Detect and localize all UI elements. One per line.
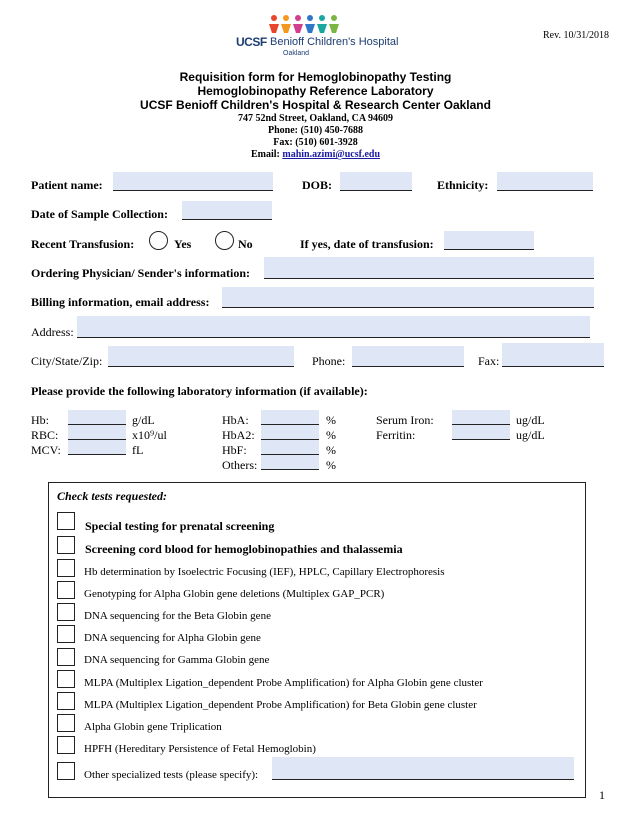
transfusion-no-radio[interactable] bbox=[215, 231, 234, 250]
lab-fax: Fax: (510) 601-3928 bbox=[273, 137, 358, 148]
hba-unit: % bbox=[326, 413, 336, 427]
hospital-logo bbox=[236, 14, 416, 60]
mcv-field[interactable] bbox=[68, 440, 126, 455]
test-label: DNA sequencing for Alpha Globin gene bbox=[84, 632, 261, 644]
test-label: MLPA (Multiplex Ligation_dependent Probe Amplification) for Beta Globin gene cluster bbox=[84, 699, 477, 711]
test-label: HPFH (Hereditary Persistence of Fetal Hemoglobin) bbox=[84, 743, 316, 755]
lab-address: 747 52nd Street, Oakland, CA 94609 bbox=[237, 113, 394, 124]
hb-field[interactable] bbox=[68, 410, 126, 425]
test-checkbox[interactable] bbox=[57, 581, 75, 599]
transfusion-date-field[interactable] bbox=[444, 231, 534, 250]
collection-date-label: Date of Sample Collection: bbox=[31, 207, 168, 221]
hbf-unit: % bbox=[326, 443, 336, 457]
rbc-unit: x10⁹/ul bbox=[132, 428, 167, 442]
ferritin-field[interactable] bbox=[452, 425, 510, 440]
ethnicity-label: Ethnicity: bbox=[437, 178, 489, 192]
test-checkbox[interactable] bbox=[57, 736, 75, 754]
others-field[interactable] bbox=[261, 455, 319, 470]
test-label: Genotyping for Alpha Globin gene deletions (Multiplex GAP_PCR) bbox=[84, 588, 385, 600]
fax-label: Fax: bbox=[478, 354, 500, 368]
ferritin-unit: ug/dL bbox=[516, 428, 545, 442]
test-label: DNA sequencing for the Beta Globin gene bbox=[84, 610, 271, 622]
test-label: Hb determination by Isoelectric Focusing (IEF), HPLC, Capillary Electrophoresis bbox=[84, 566, 445, 578]
revision-label: Rev. 10/31/2018 bbox=[543, 30, 610, 41]
hba-field[interactable] bbox=[261, 410, 319, 425]
hbf-label: HbF: bbox=[222, 443, 247, 457]
city-field[interactable] bbox=[108, 346, 294, 367]
mcv-label: MCV: bbox=[31, 443, 61, 457]
page-number: 1 bbox=[599, 788, 605, 802]
city-label: City/State/Zip: bbox=[31, 354, 103, 368]
test-checkbox[interactable] bbox=[57, 692, 75, 710]
transfusion-no-label: No bbox=[238, 237, 253, 251]
others-label: Others: bbox=[222, 458, 258, 472]
ucsf-wordmark: UCSF bbox=[236, 35, 267, 49]
test-checkbox[interactable] bbox=[57, 670, 75, 688]
transfusion-yes-radio[interactable] bbox=[149, 231, 168, 250]
address-label: Address: bbox=[31, 325, 74, 339]
ferritin-label: Ferritin: bbox=[376, 428, 416, 442]
test-checkbox[interactable] bbox=[57, 762, 75, 780]
patient-name-field[interactable] bbox=[113, 172, 273, 191]
test-label: DNA sequencing for Gamma Globin gene bbox=[84, 654, 270, 666]
location-wordmark: Oakland bbox=[283, 50, 310, 57]
tests-heading: Check tests requested: bbox=[57, 489, 167, 503]
billing-field[interactable] bbox=[222, 287, 594, 308]
test-label: MLPA (Multiplex Ligation_dependent Probe Amplification) for Alpha Globin gene cluster bbox=[84, 677, 483, 689]
other-tests-field[interactable] bbox=[272, 757, 574, 780]
rbc-label: RBC: bbox=[31, 428, 59, 442]
lab-phone: Phone: (510) 450-7688 bbox=[268, 125, 363, 136]
test-label: Screening cord blood for hemoglobinopathies and thalassemia bbox=[85, 542, 403, 556]
serum-iron-unit: ug/dL bbox=[516, 413, 545, 427]
test-label: Other specialized tests (please specify): bbox=[84, 769, 259, 781]
hba-label: HbA: bbox=[222, 413, 249, 427]
others-unit: % bbox=[326, 458, 336, 472]
email-link[interactable]: mahin.azimi@ucsf.edu bbox=[282, 149, 381, 160]
fax-field[interactable] bbox=[502, 343, 604, 367]
transfusion-yes-label: Yes bbox=[174, 237, 192, 251]
hba2-field[interactable] bbox=[261, 425, 319, 440]
form-title: Requisition form for Hemoglobinopathy Testing bbox=[179, 70, 452, 84]
test-checkbox[interactable] bbox=[57, 648, 75, 666]
hospital-wordmark: Benioff Children's Hospital bbox=[270, 36, 399, 48]
lab-info-heading: Please provide the following laboratory information (if available): bbox=[31, 384, 368, 398]
dob-field[interactable] bbox=[340, 172, 412, 191]
hbf-field[interactable] bbox=[261, 440, 319, 455]
lab-email-line bbox=[0, 149, 631, 160]
address-field[interactable] bbox=[77, 316, 590, 338]
collection-date-field[interactable] bbox=[182, 201, 272, 220]
patient-name-label: Patient name: bbox=[31, 178, 103, 192]
test-checkbox[interactable] bbox=[57, 625, 75, 643]
mcv-unit: fL bbox=[132, 443, 144, 457]
phone-field[interactable] bbox=[352, 346, 464, 367]
lab-title: Hemoglobinopathy Reference Laboratory bbox=[197, 84, 434, 98]
transfusion-date-label: If yes, date of transfusion: bbox=[300, 237, 434, 251]
physician-label: Ordering Physician/ Sender's information: bbox=[31, 266, 250, 280]
test-checkbox[interactable] bbox=[57, 559, 75, 577]
hba2-label: HbA2: bbox=[222, 428, 255, 442]
billing-label: Billing information, email address: bbox=[31, 295, 210, 309]
test-checkbox[interactable] bbox=[57, 714, 75, 732]
test-checkbox[interactable] bbox=[57, 512, 75, 530]
rbc-field[interactable] bbox=[68, 425, 126, 440]
test-checkbox[interactable] bbox=[57, 603, 75, 621]
test-label: Alpha Globin gene Triplication bbox=[84, 721, 222, 733]
transfusion-label: Recent Transfusion: bbox=[31, 237, 135, 251]
institution-title: UCSF Benioff Children's Hospital & Research Center Oakland bbox=[140, 98, 491, 112]
test-checkbox[interactable] bbox=[57, 536, 75, 554]
hb-unit: g/dL bbox=[132, 413, 155, 427]
phone-label: Phone: bbox=[312, 354, 346, 368]
serum-iron-field[interactable] bbox=[452, 410, 510, 425]
test-label: Special testing for prenatal screening bbox=[85, 519, 275, 533]
children-figures-icon bbox=[268, 14, 348, 34]
dob-label: DOB: bbox=[302, 178, 332, 192]
ethnicity-field[interactable] bbox=[497, 172, 593, 191]
hba2-unit: % bbox=[326, 428, 336, 442]
physician-field[interactable] bbox=[264, 257, 594, 279]
serum-iron-label: Serum Iron: bbox=[376, 413, 434, 427]
hb-label: Hb: bbox=[31, 413, 49, 427]
email-label: Email: bbox=[250, 149, 283, 160]
